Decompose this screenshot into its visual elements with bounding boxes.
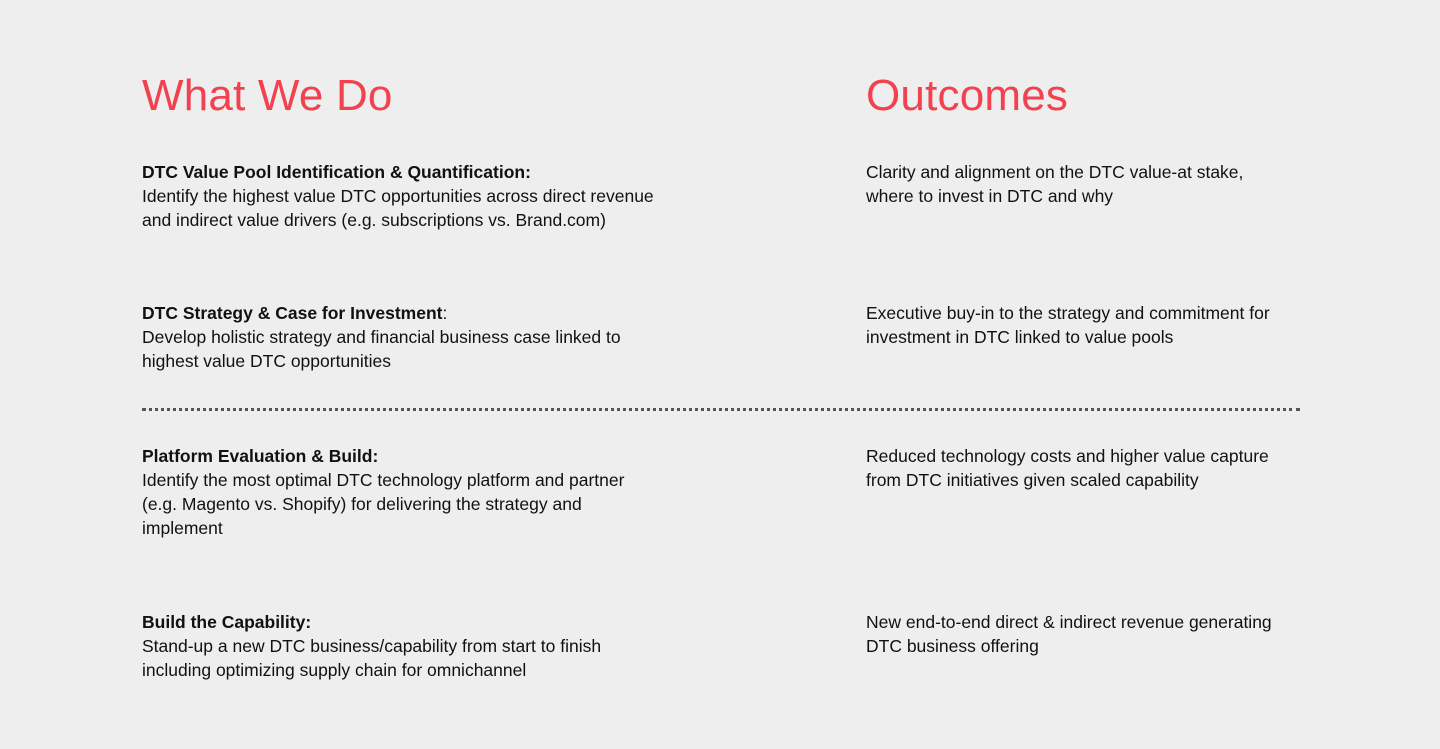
outcome-item-strategy	[866, 301, 1286, 349]
service-title-suffix: :	[442, 303, 448, 323]
outcome-text: New end-to-end direct & indirect revenue generating DTC business offering	[866, 612, 1272, 656]
service-item-capability	[142, 610, 662, 682]
outcome-item-platform	[866, 444, 1286, 492]
service-description: Stand-up a new DTC business/capability from start to finish including optimizing supply chain for omnichannel	[142, 636, 602, 680]
what-we-do-heading: What We Do	[142, 71, 393, 120]
outcome-text: Clarity and alignment on the DTC value-at stake, where to invest in DTC and why	[866, 162, 1244, 206]
outcomes-heading: Outcomes	[866, 71, 1069, 120]
service-title: DTC Strategy & Case for Investment	[142, 303, 443, 323]
service-description: Identify the highest value DTC opportunities across direct revenue and indirect value drivers (e.g. subscriptions vs. Brand.com)	[142, 186, 654, 230]
outcome-text: Reduced technology costs and higher value capture from DTC initiatives given scaled capability	[866, 446, 1269, 490]
service-title: Platform Evaluation & Build:	[142, 446, 379, 466]
service-item-platform	[142, 444, 662, 540]
service-item-value-pool	[142, 160, 662, 232]
outcome-item-capability	[866, 610, 1286, 658]
service-title: Build the Capability:	[142, 612, 312, 632]
outcome-item-value-pool	[866, 160, 1286, 208]
outcome-text: Executive buy-in to the strategy and commitment for investment in DTC linked to value pools	[866, 303, 1270, 347]
service-description: Identify the most optimal DTC technology platform and partner (e.g. Magento vs. Shopify) for delivering the strategy and implement	[142, 470, 625, 538]
section-divider	[142, 408, 1300, 411]
service-item-strategy	[142, 301, 662, 373]
service-description: Develop holistic strategy and financial business case linked to highest value DTC opportunities	[142, 327, 621, 371]
service-title: DTC Value Pool Identification & Quantification:	[142, 162, 531, 182]
